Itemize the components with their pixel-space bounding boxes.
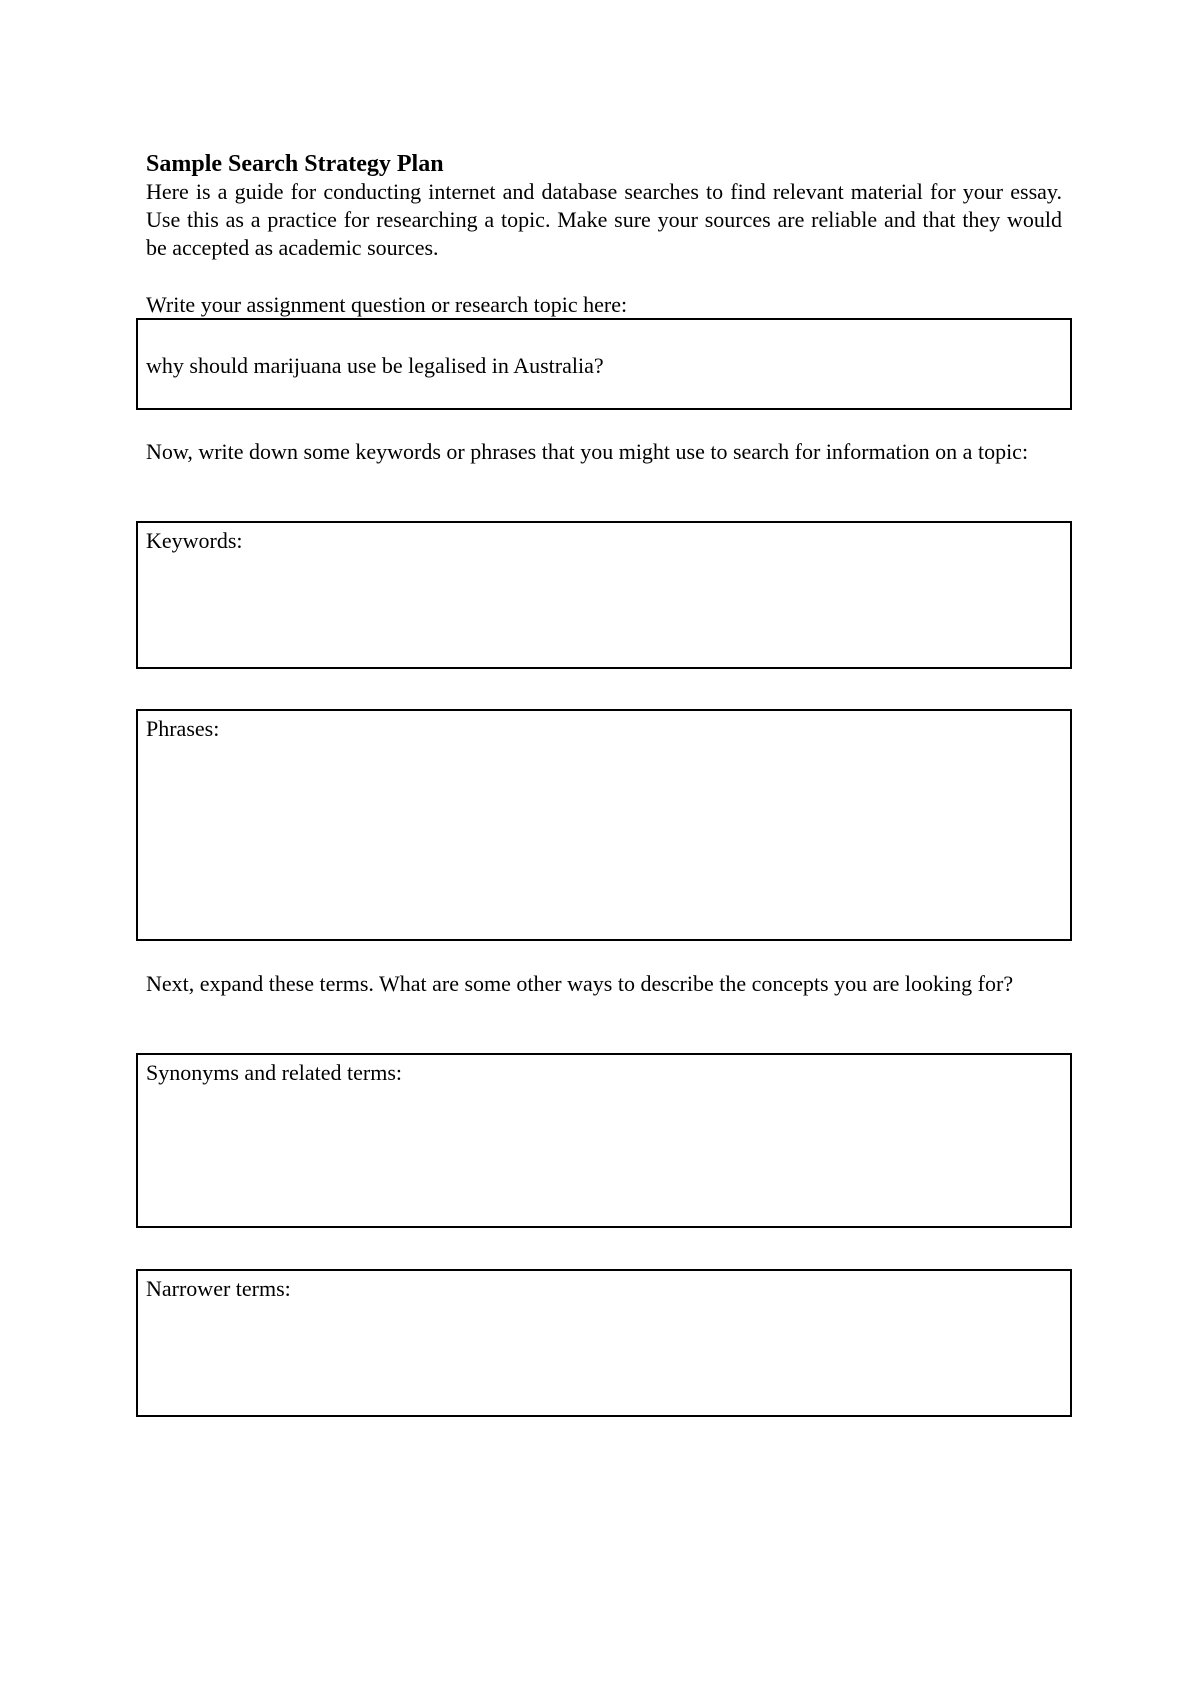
question-answer-box[interactable]: [136, 318, 1072, 410]
question-prompt: Write your assignment question or research topic here:: [146, 292, 628, 317]
question-answer-text: why should marijuana use be legalised in Australia?: [146, 353, 604, 378]
keywords-prompt: Now, write down some keywords or phrases that you might use to search for information on a topic:: [146, 439, 1029, 464]
narrower-terms-label: Narrower terms:: [146, 1276, 291, 1301]
intro-paragraph: Here is a guide for conducting internet and database searches to find relevant material for your essay. Use this as a practice for researching a topic. Make sure your sources are reliable and that they would be accepted as academic sources.: [146, 179, 1062, 260]
phrases-label: Phrases:: [146, 716, 220, 741]
page-title: Sample Search Strategy Plan: [146, 151, 444, 177]
keywords-label: Keywords:: [146, 528, 243, 553]
narrower-terms-box[interactable]: [136, 1269, 1072, 1417]
synonyms-box[interactable]: [136, 1053, 1072, 1228]
expand-prompt: Next, expand these terms. What are some other ways to describe the concepts you are looking for?: [146, 971, 1014, 996]
keywords-box[interactable]: [136, 521, 1072, 669]
phrases-box[interactable]: [136, 709, 1072, 941]
synonyms-label: Synonyms and related terms:: [146, 1060, 403, 1085]
